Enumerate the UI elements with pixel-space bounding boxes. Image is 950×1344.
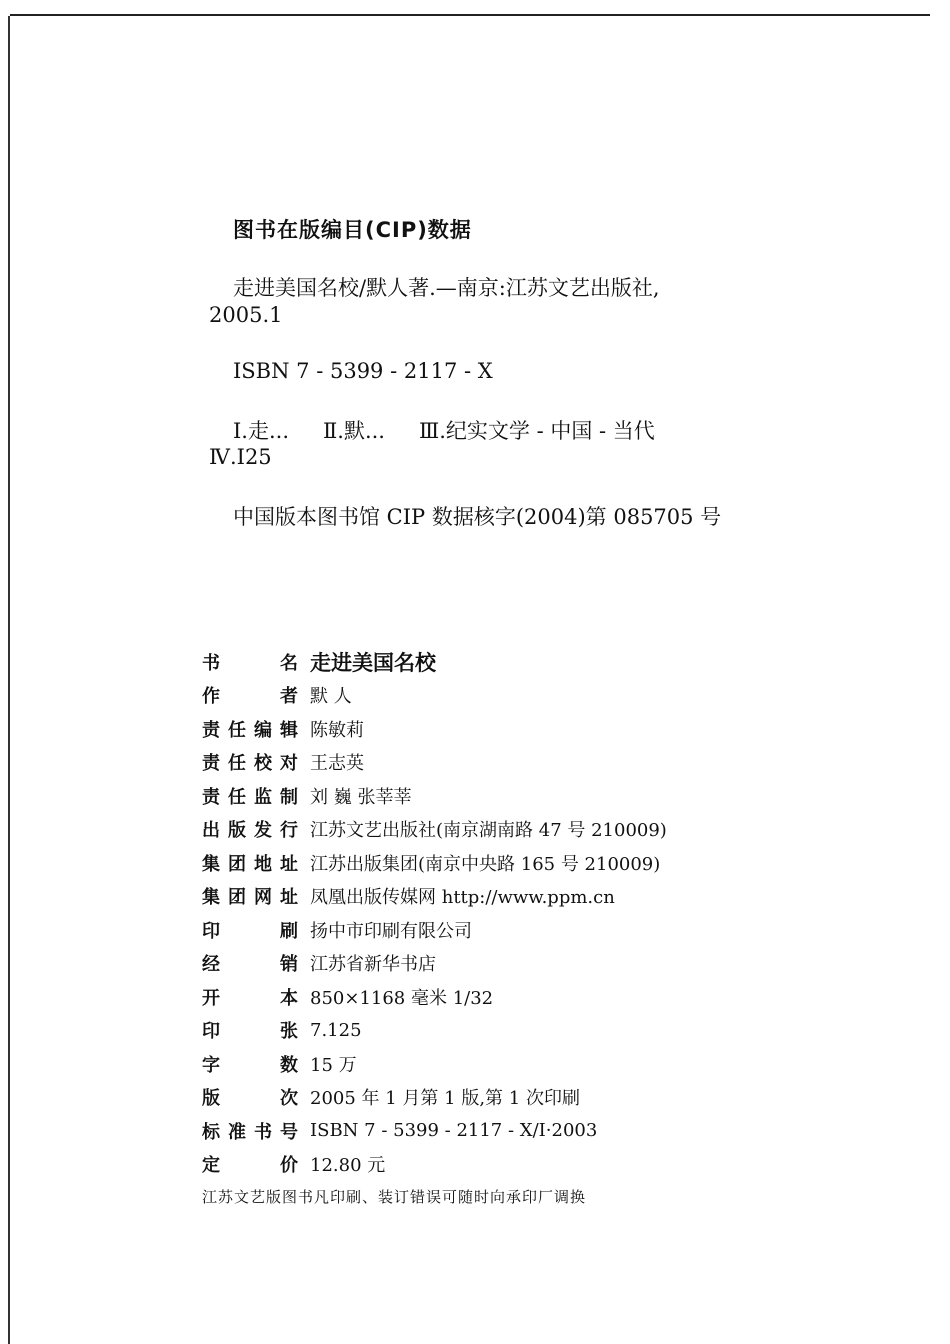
colophon-label: 定 价 [202,1155,298,1177]
cip-subject-2: Ⅱ.默... [323,419,385,443]
author-value: 默 人 [310,686,352,708]
editor-value: 陈敏莉 [310,719,364,741]
colophon-row [202,779,667,813]
printer-value: 扬中市印刷有限公司 [310,920,472,942]
replacement-notice: 江苏文艺版图书凡印刷、装订错误可随时向承印厂调换 [202,1188,587,1206]
colophon-row [202,1047,667,1081]
group-address-value: 江苏出版集团(南京中央路 165 号 210009) [310,853,661,875]
cip-heading: 图书在版编目(CIP)数据 [233,218,472,242]
cip-isbn: ISBN 7 - 5399 - 2117 - X [233,359,493,383]
colophon-row [202,1014,667,1048]
word-count-value: 15 万 [310,1054,357,1076]
cip-subject-3: Ⅲ.纪实文学 - 中国 - 当代 [418,419,655,443]
book-title-value: 走进美国名校 [310,650,436,675]
publisher-value: 江苏文艺出版社(南京湖南路 47 号 210009) [310,820,667,842]
colophon-label: 标准书号 [202,1121,298,1143]
supervisor-value: 刘 巍 张莘莘 [310,786,412,808]
colophon-table [202,645,667,1181]
standard-book-number-value: ISBN 7 - 5399 - 2117 - X/I·2003 [310,1120,598,1142]
colophon-row [202,913,667,947]
colophon-row [202,1114,667,1148]
cip-citation-line-2: 2005.1 [209,303,283,327]
proofreader-value: 王志英 [310,753,364,775]
colophon-row [202,880,667,914]
colophon-label: 版 次 [202,1088,298,1110]
colophon-row [202,712,667,746]
colophon-label: 责任监制 [202,786,298,808]
colophon-row [202,813,667,847]
colophon-row [202,1081,667,1115]
colophon-label: 字 数 [202,1054,298,1076]
colophon-row [202,947,667,981]
colophon-label: 经 销 [202,954,298,976]
colophon-row [202,1148,667,1182]
cip-classification: Ⅳ.I25 [209,445,272,469]
cip-subject-1: Ⅰ.走... [233,419,289,443]
colophon-row [202,746,667,780]
colophon-label: 书 名 [202,652,298,674]
colophon-label: 集团网址 [202,887,298,909]
colophon-label: 作 者 [202,686,298,708]
colophon-label: 责任编辑 [202,719,298,741]
colophon-label: 印 刷 [202,920,298,942]
cip-record-number: 中国版本图书馆 CIP 数据核字(2004)第 085705 号 [233,505,722,529]
left-border-line [8,16,10,1344]
price-value: 12.80 元 [310,1155,386,1177]
colophon-row [202,980,667,1014]
group-website-value: 凤凰出版传媒网 http://www.ppm.cn [310,887,615,909]
colophon-label: 开 本 [202,987,298,1009]
colophon-row [202,846,667,880]
cip-subject-terms [233,415,655,445]
colophon-row [202,645,667,679]
cip-citation-line-1: 走进美国名校/默人著.—南京:江苏文艺出版社, [233,276,660,300]
format-value: 850×1168 毫米 1/32 [310,987,494,1009]
top-border-line [10,14,930,16]
colophon-row [202,679,667,713]
colophon-label: 出版发行 [202,820,298,842]
colophon-label: 责任校对 [202,753,298,775]
colophon-label: 印 张 [202,1021,298,1043]
edition-value: 2005 年 1 月第 1 版,第 1 次印刷 [310,1088,580,1110]
distributor-value: 江苏省新华书店 [310,954,436,976]
sheets-value: 7.125 [310,1019,362,1041]
colophon-label: 集团地址 [202,853,298,875]
